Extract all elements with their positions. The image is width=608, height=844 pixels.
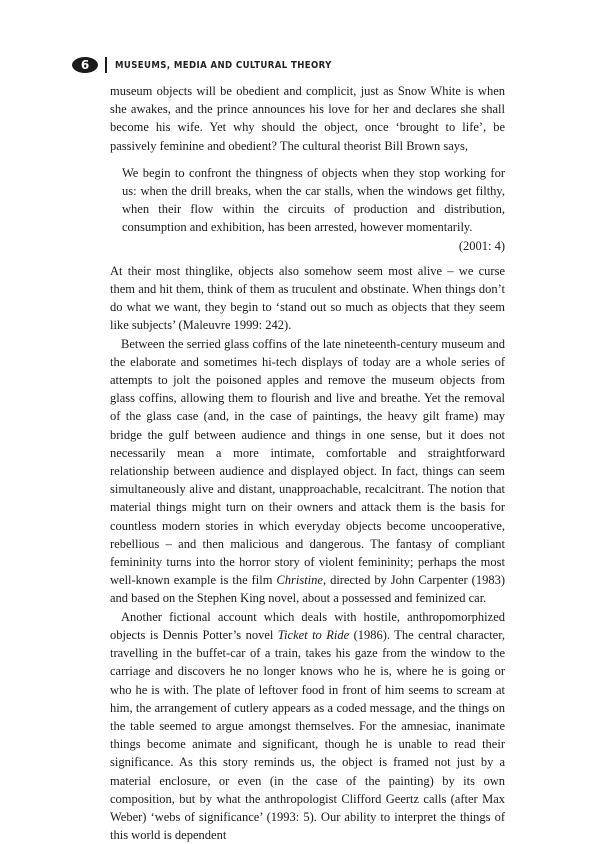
paragraph-4-text-end: (1986). The central character, travelling in the buffet-car of a train, takes his gaze from the window to the carriage and discovers he no longer knows who he is, where he is going or who he is with. The plate of leftover food in front of him seems to scream at him, the arrangement of cutlery appears as a coded message, and the things on the table seemed to argue amongst themselves. For the amnesiac, inanimate things become animate and significant, though he is unable to read their significance. As this story reminds us, the object is framed not just by a material enclosure, or even (in the case of the painting) by its own composition, but by what the anthropologist Clifford Geertz calls (after Max Weber) ‘webs of significance’ (1993: 5). Our ability to interpret the things of this world is dependent — [110, 627, 506, 843]
page-number: 6 — [72, 57, 98, 73]
novel-title: Ticket to Ride — [277, 627, 350, 642]
quote-text: We begin to confront the thingness of objects when they stop working for us: when the drill breaks, when the car stalls, when the windows get filthy, when their flow within the circuits of production and distribution, consumption and exhibition, has been arrested, however momentarily. — [122, 165, 505, 235]
paragraph-3 — [110, 335, 505, 608]
block-quote — [122, 164, 505, 255]
quote-citation: (2001: 4) — [458, 238, 505, 253]
paragraph-3-text-end: , directed by John Carpenter (1983) and based on the Stephen King novel, about a possessed and feminized car. — [110, 573, 505, 606]
paragraph-2: At their most thinglike, objects also somehow seem most alive – we curse them and hit them, think of them as truculent and obstinate. When things don’t do what we want, they begin to ‘stand out so much as objects that they seem like subjects’ (Maleuvre 1999: 242). — [110, 263, 505, 333]
paragraph-3-text: Between the serried glass coffins of the late nineteenth-century museum and the elaborate and sometimes hi-tech displays of today are a whole series of attempts to jolt the poisoned apples and remove the museum objects from glass coffins, allowing them to flourish and live and breathe. Yet the removal of the glass case (and, in the case of paintings, the heavy gilt frame) may bridge the gulf between audience and things in one sense, but it does not necessarily mean a more intimate, comfortable and straightforward relationship between audience and displayed object. In fact, things can seem simultaneously alive and distant, unapproachable, recalcitrant. The notion that material things might turn on their owners and attack them is the basis for countless modern stories in which everyday objects become uncooperative, rebellious – and then malicious and dangerous. The fantasy of compliant femininity turns into the horror story of violent femininity; perhaps the most well-known example is the film — [110, 336, 505, 588]
header-divider — [105, 57, 107, 73]
body-text — [110, 82, 505, 844]
running-title: MUSEUMS, MEDIA AND CULTURAL THEORY — [115, 59, 332, 71]
paragraph-4 — [110, 608, 505, 844]
running-header — [72, 57, 332, 73]
film-title: Christine — [276, 573, 323, 588]
paragraph-1: museum objects will be obedient and complicit, just as Snow White is when she awakes, and the prince announces his love for her and declares she shall become his wife. Yet why should the object, once ‘brought to life’, be passively feminine and obedient? The cultural theorist Bill Brown says, — [110, 84, 505, 153]
paragraph-4-text: Another fictional account which deals with hostile, anthropomorphized objects is Dennis Potter’s novel — [110, 609, 505, 642]
